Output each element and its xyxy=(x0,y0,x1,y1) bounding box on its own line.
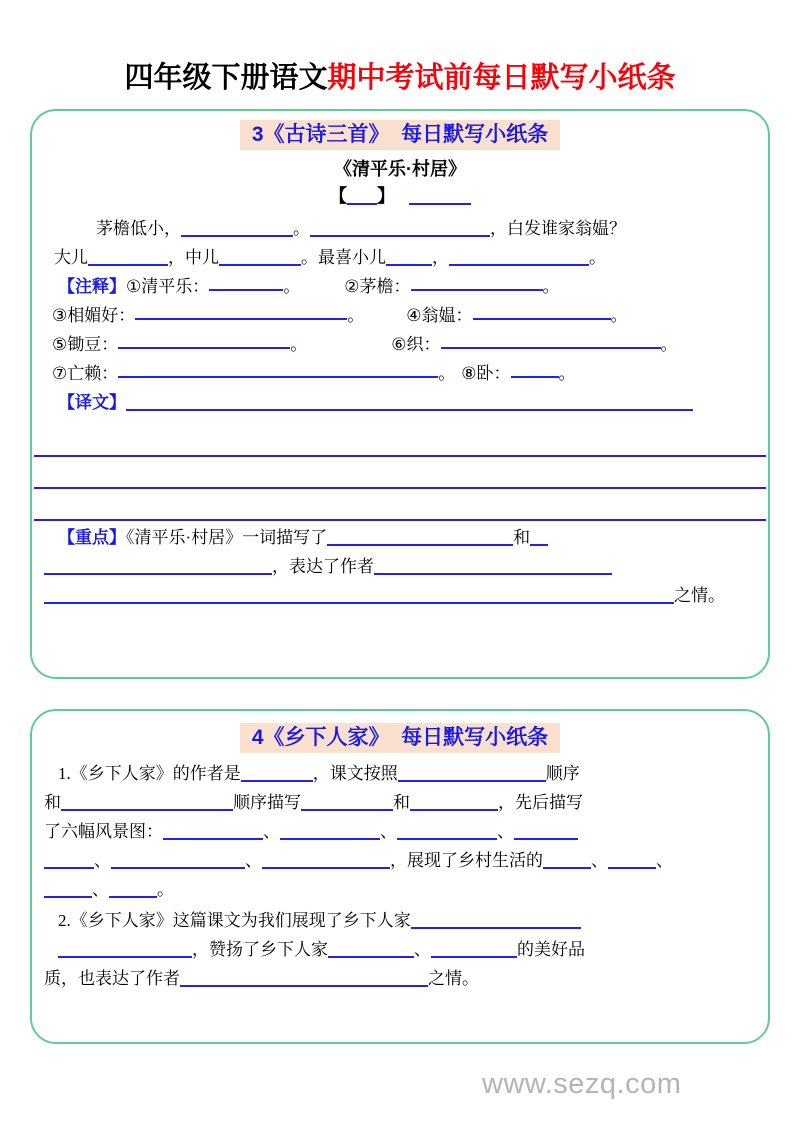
key-row-1 xyxy=(44,523,756,552)
note-2-end: 。 xyxy=(542,277,560,296)
blank-poem-2-2[interactable] xyxy=(219,247,301,266)
q1-row-4 xyxy=(44,846,756,875)
section-heading-1-label: 3《古诗三首》 每日默写小纸条 xyxy=(240,120,560,150)
note-row-2 xyxy=(44,301,756,330)
q1-b: ，课文按照 xyxy=(312,764,398,783)
q1-row-3 xyxy=(44,817,756,846)
blank-translation-2[interactable] xyxy=(34,425,766,457)
key-text-4: 之情。 xyxy=(674,586,725,605)
q1-f: 和 xyxy=(393,793,410,812)
note-2-term: 茅檐： xyxy=(359,277,411,296)
blank-q2-4[interactable] xyxy=(431,939,517,958)
poem-line-2-e: 。 xyxy=(589,248,606,267)
blank-poem-2-1[interactable] xyxy=(88,247,168,266)
note-row-4 xyxy=(44,359,756,388)
blank-note-3[interactable] xyxy=(135,301,347,320)
key-text-1: 《清平乐·村居》一词描写了 xyxy=(126,528,328,547)
poem-line-2-b: ，中儿 xyxy=(168,248,219,267)
blank-note-2[interactable] xyxy=(411,272,543,291)
note-1-term: 清平乐： xyxy=(141,277,210,296)
blank-q1-10[interactable] xyxy=(44,850,94,869)
q2-b: ，赞扬了乡下人家 xyxy=(192,940,328,959)
blank-key-3[interactable] xyxy=(374,556,612,575)
q1-sep-7: 、 xyxy=(656,851,673,870)
note-row-3 xyxy=(44,330,756,359)
blank-poem-2-3[interactable] xyxy=(386,247,432,266)
blank-q1-4[interactable] xyxy=(301,792,393,811)
note-2-num: ② xyxy=(344,277,360,296)
note-7-end: 。 xyxy=(438,364,456,383)
worksheet-panel-poem xyxy=(30,109,770,679)
blank-translation-3[interactable] xyxy=(34,457,766,489)
poem-byline xyxy=(44,182,756,210)
q1-a: 1.《乡下人家》的作者是 xyxy=(58,764,241,783)
page-title-red: 期中考试前每日默写小纸条 xyxy=(327,62,676,94)
note-4-term: 翁媪： xyxy=(421,306,473,325)
blank-author[interactable] xyxy=(409,186,471,205)
notes-tag: 【注释】 xyxy=(58,277,126,296)
blank-key-2a[interactable] xyxy=(530,527,548,546)
blank-translation-4[interactable] xyxy=(34,489,766,521)
q1-sep-6: 、 xyxy=(591,851,608,870)
note-7-term: 亡赖： xyxy=(67,364,119,383)
blank-q1-1[interactable] xyxy=(241,763,313,782)
note-3-end: 。 xyxy=(347,306,365,325)
q2-c: 的美好品 xyxy=(517,940,585,959)
blank-q1-8[interactable] xyxy=(397,821,497,840)
q1-sep-5: 、 xyxy=(245,851,262,870)
note-3-term: 相媚好： xyxy=(67,306,136,325)
poem-line-2-c: 。最喜小儿 xyxy=(301,248,386,267)
q2-row-1 xyxy=(44,906,756,935)
note-8-num: ⑧ xyxy=(461,364,477,383)
note-7-num: ⑦ xyxy=(52,364,68,383)
q2-a: 2.《乡下人家》这篇课文为我们展现了乡下人家 xyxy=(58,911,411,930)
section-heading-2-label: 4《乡下人家》 每日默写小纸条 xyxy=(240,723,560,753)
blank-q1-14[interactable] xyxy=(608,850,656,869)
note-4-end: 。 xyxy=(610,306,628,325)
blank-q1-11[interactable] xyxy=(111,850,245,869)
blank-q1-2[interactable] xyxy=(398,763,546,782)
poem-line-2-d: ， xyxy=(432,248,449,267)
translation-tag: 【译文】 xyxy=(58,393,126,412)
blank-q1-9[interactable] xyxy=(514,821,578,840)
q1-e: 顺序描写 xyxy=(233,793,301,812)
section-heading-2 xyxy=(44,723,756,753)
blank-q2-1[interactable] xyxy=(411,910,581,929)
poem-title: 《清平乐·村居》 xyxy=(334,159,466,179)
key-text-2: 和 xyxy=(513,528,531,547)
blank-poem-1-2[interactable] xyxy=(310,218,490,237)
blank-q1-13[interactable] xyxy=(543,850,591,869)
blank-q1-7[interactable] xyxy=(280,821,380,840)
q2-sep: 、 xyxy=(414,940,431,959)
poem-line-2 xyxy=(44,243,756,272)
q1-row-1 xyxy=(44,759,756,788)
section-heading-1 xyxy=(44,120,756,150)
q1-d: 和 xyxy=(44,793,61,812)
q1-sep-1: 、 xyxy=(263,822,280,841)
blank-note-8[interactable] xyxy=(511,359,559,378)
note-4-num: ④ xyxy=(406,306,422,325)
q1-sep-3: 、 xyxy=(497,822,514,841)
q1-row-5 xyxy=(44,875,756,904)
translation-row xyxy=(44,388,756,417)
q2-row-3 xyxy=(44,964,756,993)
blank-q1-16[interactable] xyxy=(109,879,157,898)
site-watermark: www.sezq.com xyxy=(482,1068,682,1100)
note-6-num: ⑥ xyxy=(391,335,407,354)
q2-d: 质，也表达了作者 xyxy=(44,969,180,988)
byline-bracket-open: 【 xyxy=(329,186,347,206)
key-tag: 【重点】 xyxy=(58,528,126,547)
note-5-num: ⑤ xyxy=(52,335,68,354)
blank-note-5[interactable] xyxy=(118,330,290,349)
q1-i: ，展现了乡村生活的 xyxy=(390,851,543,870)
poem-line-1-c: ，白发谁家翁媪？ xyxy=(490,219,626,238)
q2-row-2 xyxy=(44,935,756,964)
blank-note-7[interactable] xyxy=(118,359,438,378)
q1-row-2 xyxy=(44,788,756,817)
blank-poem-2-4[interactable] xyxy=(449,247,589,266)
blank-q1-3[interactable] xyxy=(61,792,233,811)
blank-key-1[interactable] xyxy=(327,527,513,546)
note-8-end: 。 xyxy=(558,364,576,383)
q1-sep-8: 、 xyxy=(92,880,109,899)
byline-bracket-close: 】 xyxy=(377,186,395,206)
blank-dynasty[interactable] xyxy=(347,186,377,205)
blank-translation-1[interactable] xyxy=(126,392,693,411)
blank-q1-6[interactable] xyxy=(163,821,263,840)
q1-g: ，先后描写 xyxy=(498,793,583,812)
q1-h: 了六幅风景图： xyxy=(44,822,163,841)
poem-line-2-a: 大儿 xyxy=(54,248,88,267)
blank-poem-1-1[interactable] xyxy=(181,218,293,237)
note-5-term: 锄豆： xyxy=(67,335,119,354)
key-row-2 xyxy=(44,552,756,581)
note-6-term: 织： xyxy=(406,335,441,354)
blank-note-6[interactable] xyxy=(441,330,661,349)
blank-q2-2[interactable] xyxy=(58,939,192,958)
poem-line-1-a: 茅檐低小， xyxy=(96,219,181,238)
blank-key-2b[interactable] xyxy=(44,556,272,575)
blank-q1-15[interactable] xyxy=(44,879,92,898)
note-5-end: 。 xyxy=(290,335,308,354)
q1-end: 。 xyxy=(157,880,174,899)
key-text-3: ，表达了作者 xyxy=(272,557,374,576)
blank-q2-3[interactable] xyxy=(328,939,414,958)
note-3-num: ③ xyxy=(52,306,68,325)
page-title xyxy=(0,61,800,95)
note-1-num: ① xyxy=(126,277,142,296)
blank-q1-5[interactable] xyxy=(410,792,498,811)
worksheet-panel-prose xyxy=(30,709,770,1044)
key-row-3 xyxy=(44,581,756,610)
page-title-black: 四年级下册语文 xyxy=(124,62,328,94)
note-1-end: 。 xyxy=(283,277,301,296)
poem-line-1 xyxy=(44,214,756,243)
blank-q2-5[interactable] xyxy=(180,968,428,987)
blank-note-1[interactable] xyxy=(209,272,283,291)
note-8-term: 卧： xyxy=(476,364,511,383)
blank-q1-12[interactable] xyxy=(262,850,390,869)
q1-sep-2: 、 xyxy=(380,822,397,841)
blank-note-4[interactable] xyxy=(473,301,611,320)
note-6-end: 。 xyxy=(660,335,678,354)
poem-line-1-b: 。 xyxy=(293,219,310,238)
blank-key-4[interactable] xyxy=(44,585,674,604)
q1-sep-4: 、 xyxy=(94,851,111,870)
note-row-1 xyxy=(44,272,756,301)
q2-e: 之情。 xyxy=(428,969,479,988)
q1-c: 顺序 xyxy=(545,764,580,783)
